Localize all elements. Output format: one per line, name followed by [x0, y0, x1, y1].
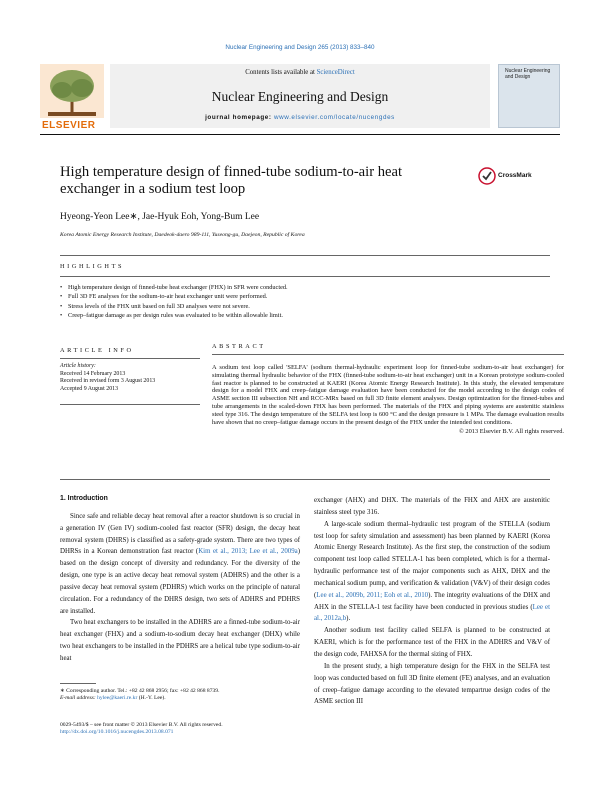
affiliation: Korea Atomic Energy Research Institute, Daedeok-daero 989-111, Yuseong-gu, Daejeon, Republic of Korea — [60, 232, 305, 238]
article-info-divider — [60, 358, 200, 359]
intro-paragraph-2: Two heat exchangers to be installed in the ADHRS are a finned-tube sodium-to-air heat exchanger (FHX) and a sodium-to-sodium decay heat exchanger (DHX) while two heat exchangers to be installed in the PDHRS are a helical tube type sodium-to-air heat — [60, 619, 300, 662]
highlight-item: • Stress levels of the FHX unit based on full 3D analyses were not severe. — [60, 302, 550, 311]
masthead-divider — [40, 134, 560, 135]
history-label: Article history: — [60, 363, 96, 369]
highlights-divider — [60, 276, 550, 277]
journal-title: Nuclear Engineering and Design — [211, 89, 389, 104]
doi-link[interactable]: http://dx.doi.org/10.1016/j.nucengdes.2013.08.071 — [60, 729, 174, 735]
crossmark-badge[interactable] — [478, 167, 548, 189]
abstract-text: A sodium test loop called 'SELFA' (sodium thermal-hydraulic experiment loop for finned-tube sodium-to-air heat exchanger) for simulating thermal hydraulic behavior of the FHX (finned-tube sodium-to-air heat exchanger) unit in a Korean prototype sodium-cooled fast reactor is planned to be constructed at KAERI (Korea Atomic Energy Research Institute). In this study, the elevated temperature design for a model FHX and creep–fatigue damage evaluation have been conducted for the model according to the design codes of ASME section III subsection NH and RCC-MRx based on full 3D finite element analyses. Design optimization for the finned-tubes and tube arrangements in the scaled-down FHX has been performed. The materials of the FHX and piping systems are austenitic stainless steel type 316. The design temperature of the SELFA test loop is 600 °C and the design pressure is 1 MPa. The damage evaluation results have shown that no creep–fatigue damage occurs in the present design of the FHX under the intended test conditions. — [212, 364, 564, 426]
abstract-end-divider — [60, 479, 550, 480]
journal-citation[interactable]: Nuclear Engineering and Design 265 (2013) 833–840 — [225, 44, 375, 51]
citation-link[interactable]: Lee et al., 2009b, 2011; Eoh et al., 2010 — [316, 591, 429, 599]
citation-link[interactable]: Lee et al., 2012a,b — [314, 603, 550, 623]
right-column — [314, 495, 550, 708]
citation-link[interactable]: Kim et al., 2013; Lee et al., 2009a — [198, 548, 298, 556]
crossmark-icon — [478, 167, 496, 185]
highlight-item: • Full 3D FE analyses for the sodium-to-air heat exchanger unit were performed. — [60, 292, 550, 301]
abstract-body — [212, 364, 564, 436]
section-heading-introduction: 1. Introduction — [60, 495, 108, 502]
author-list: Hyeong-Yeon Lee∗, Jae-Hyuk Eoh, Yong-Bum Lee — [60, 212, 260, 222]
right-paragraph-2: Another sodium test facility called SELFA is planned to be constructed at KAERI, which is for the performance test of the FHX in the ADHRS and V&V of the design code, FAHXSA for the thermal sizing of FHX. — [314, 627, 550, 658]
footnote — [60, 688, 300, 702]
journal-cover-thumbnail — [498, 64, 560, 128]
issn-block — [60, 722, 320, 736]
journal-masthead — [40, 64, 560, 131]
abstract-divider — [212, 354, 564, 355]
footnote-divider — [60, 683, 96, 684]
email-link[interactable]: hylee@kaeri.re.kr — [97, 695, 138, 701]
highlight-item: • High temperature design of finned-tube heat exchanger (FHX) in SFR were conducted. — [60, 283, 550, 292]
highlight-item: • Creep–fatigue damage as per design rules was evaluated to be within allowable limit. — [60, 311, 550, 320]
right-paragraph-1: A large-scale sodium thermal–hydraulic test program of the STELLA (sodium test loop for safety simulation and assessment) has been planned by KAERI (Korea Atomic Energy Research Institute). As the first step, the construction of the sodium component test loop called STELLA-1 has been completed, which is for a thermal-hydraulic performance test of the major components such as AHX, DHX and the mechanical sodium pump, and verification & validation (V&V) of their design codes (Lee et al., 2009b, 2011; Eoh et al., 2010). The integrity evaluations of the DHX and AHX in the STELLA-1 test facility have been conducted in previous studies (Lee et al., 2012a,b). — [314, 520, 550, 623]
left-column — [60, 493, 300, 665]
highlights-list — [60, 283, 550, 321]
elsevier-tree-logo-icon — [40, 64, 104, 128]
contents-prefix: Contents lists available at — [245, 69, 317, 76]
affiliation-divider — [60, 255, 550, 256]
abstract-copyright: © 2013 Elsevier B.V. All rights reserved. — [458, 428, 564, 436]
corresponding-author: ∗ Corresponding author. Tel.: +82 42 868 2956; fax: +82 42 868 8739. — [60, 688, 220, 694]
sciencedirect-link[interactable]: ScienceDirect — [316, 69, 355, 76]
article-info-label: ARTICLE INFO — [60, 347, 134, 354]
elsevier-logo-text: ELSEVIER — [42, 120, 96, 131]
accepted-date: Accepted 9 August 2013 — [60, 386, 119, 393]
right-paragraph-3: In the present study, a high temperature design for the FHX in the SELFA test loop was conducted based on full 3D finite element (FE) analyses, and an evaluation of creep–fatigue damage according to the elevated tempartrue design codes of the ASME section III — [314, 662, 550, 706]
received-date: Received 14 February 2013 — [60, 370, 126, 377]
homepage-line — [110, 114, 490, 121]
right-paragraph-0: exchanger (AHX) and DHX. The materials of the FHX and AHX are austenitic stainless steel type 316. — [314, 497, 550, 516]
abstract-label: ABSTRACT — [212, 343, 266, 350]
article-title: High temperature design of finned-tube sodium-to-air heat exchanger in a sodium test loop — [60, 164, 403, 197]
article-history — [60, 363, 200, 394]
intro-paragraph-1: Since safe and reliable decay heat removal after a reactor shutdown is so crucial in a generation IV (Gen IV) sodium-cooled fast reactor (SFR) design, the decay heat removal system (DHRS) is classified as a safety-grade system. There are two types of DHRSs in a Korean demonstration fast reactor (Kim et al., 2013; Lee et al., 2009a) based on the design concept of diversity and redundancy. For the diversity of the design, one type is an active decay heat removal system (ADHRS) and the other is a passive decay heat removal system (PDHRS) which works on the principle of natural circulation. For a redundancy of the DHRS design, two sets of ADHRS and PDHRS are installed. — [60, 512, 301, 615]
issn-line: 0029-5493/$ – see front matter © 2013 Elsevier B.V. All rights reserved. — [60, 722, 223, 728]
email-line: E-mail address: hylee@kaeri.re.kr (H.-Y. Lee). — [60, 695, 166, 701]
revised-date: Received in revised form 3 August 2013 — [60, 378, 156, 385]
crossmark-label: CrossMark — [498, 172, 532, 179]
homepage-label: journal homepage: — [205, 114, 274, 121]
cover-title: Nuclear Engineering and Design — [505, 68, 551, 80]
history-divider — [60, 404, 200, 405]
highlights-label: HIGHLIGHTS — [60, 263, 125, 270]
masthead-center — [110, 64, 490, 128]
homepage-url-link[interactable]: www.elsevier.com/locate/nucengdes — [273, 114, 395, 121]
contents-line — [110, 69, 490, 76]
